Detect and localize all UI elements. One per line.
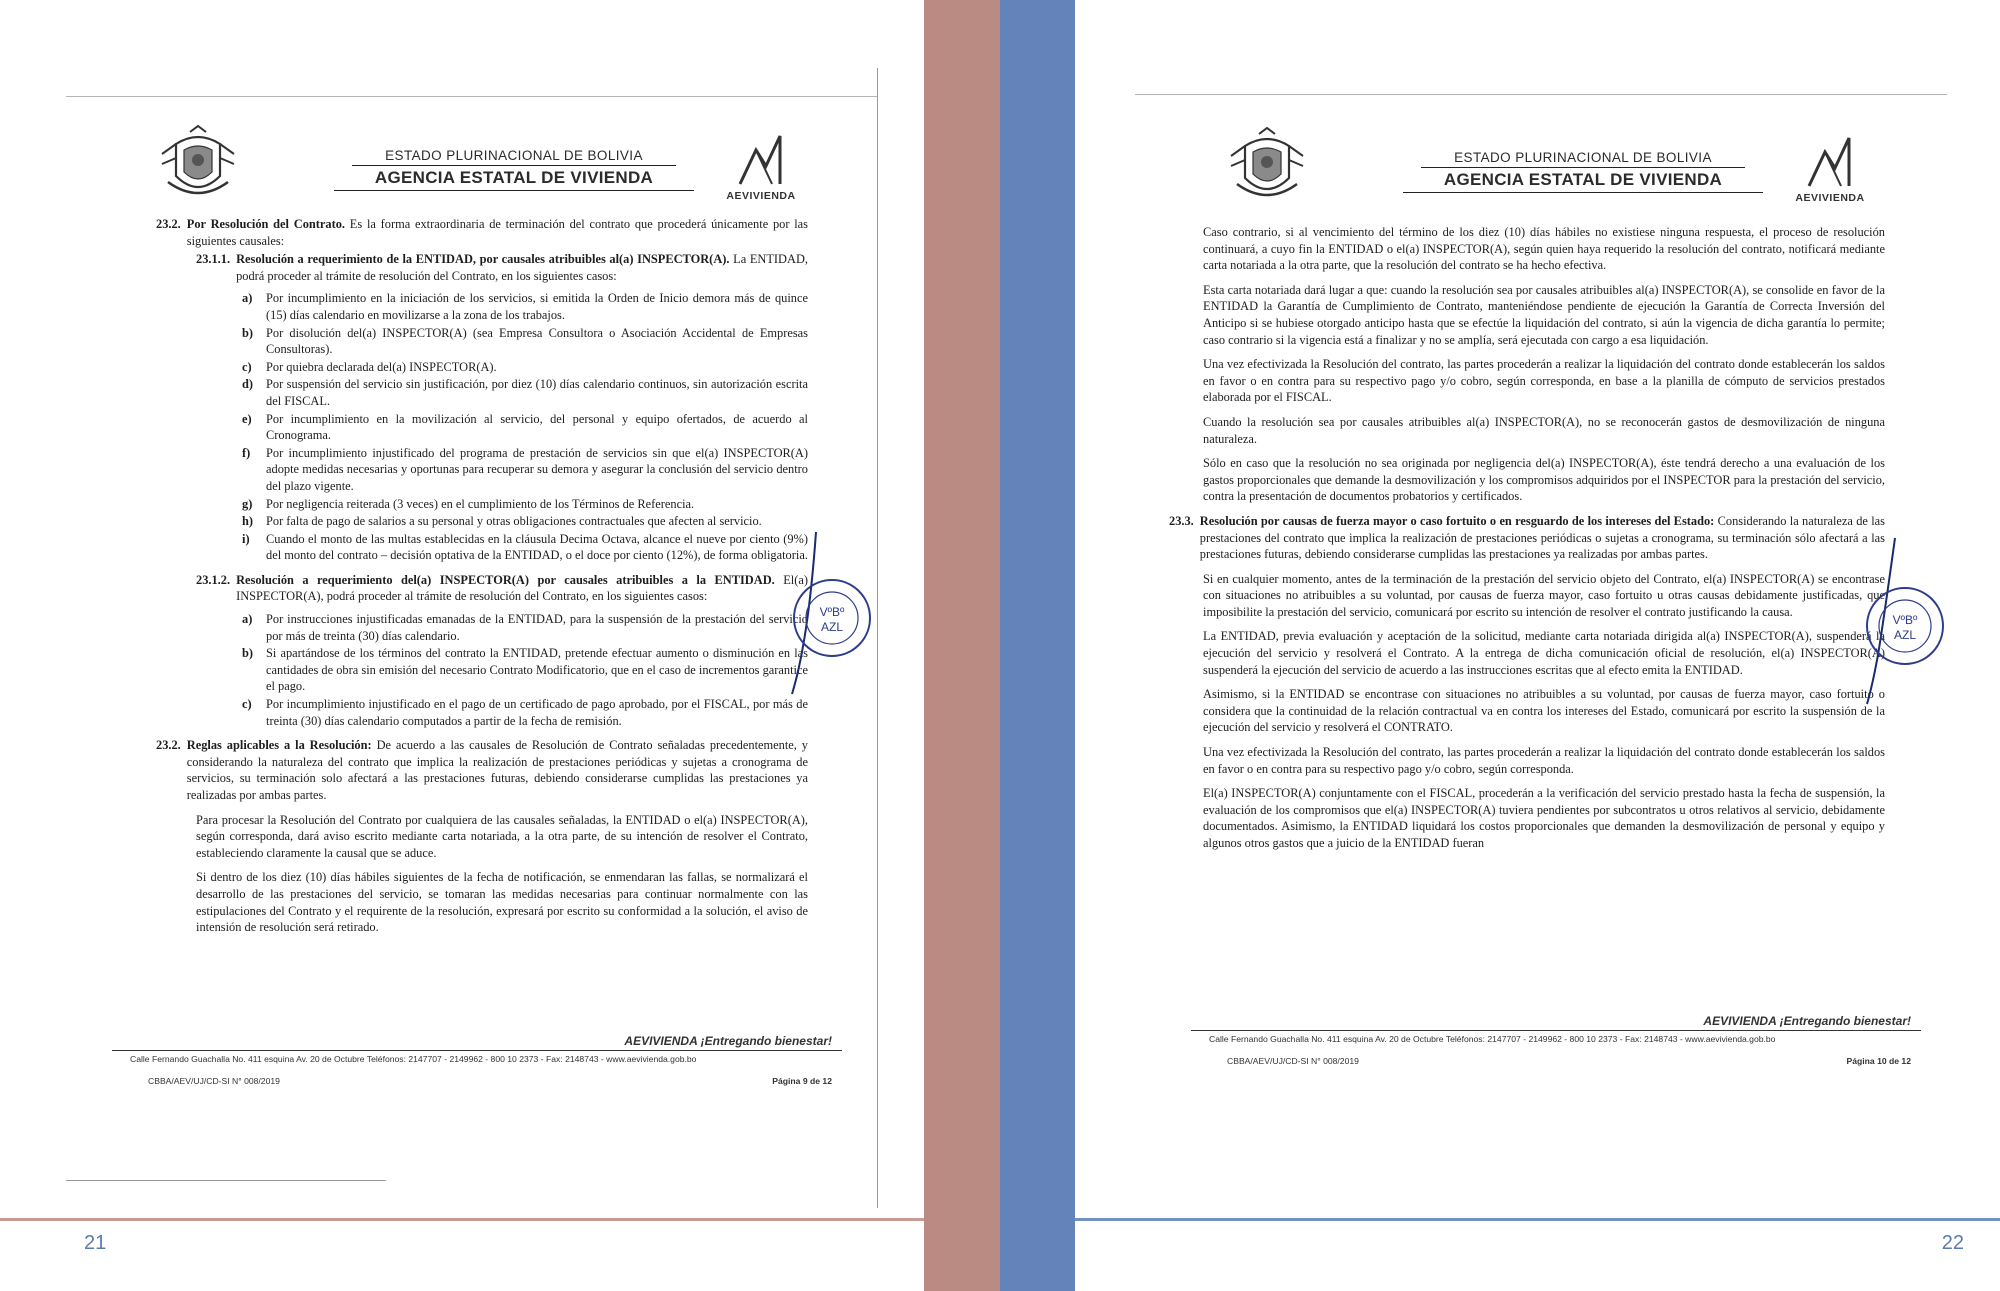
section-title: Por Resolución del Contrato.	[186, 217, 346, 231]
subsection-paragraph: La ENTIDAD, podrá proceder al trámite de resolución del Contrato, en los siguientes casos:	[236, 252, 808, 283]
list-text: Por negligencia reiterada (3 veces) en el cumplimiento de los Términos de Referencia.	[266, 496, 695, 511]
list-item	[242, 696, 808, 729]
section-title: Reglas aplicables a la Resolución:	[186, 738, 372, 753]
list-marker: e)	[242, 411, 252, 426]
seal-line-2: AZL	[1893, 628, 1917, 642]
document-footer	[1191, 1014, 1921, 1066]
section-paragraph: De acuerdo a las causales de Resolución de Contrato señaladas precedentemente, y considerando la naturaleza del contrato que implica la realización de prestaciones periódicas y sujetas a cronograma de servicios, su terminación solo afectará a las prestaciones futuras, debiendo considerarse cumplidas las prestaciones ya realizadas por ambas partes.	[186, 738, 808, 802]
list-item	[242, 496, 808, 513]
scan-edge	[877, 68, 878, 1208]
subsection-number: 23.1.2.	[196, 572, 231, 587]
section-heading	[1169, 513, 1885, 563]
list-item	[242, 531, 808, 564]
list-marker: b)	[242, 646, 254, 661]
approval-seal-icon	[790, 576, 874, 660]
list-item	[242, 290, 808, 323]
footer-address: Calle Fernando Guachalla No. 411 esquina Av. 20 de Octubre Teléfonos: 2147707 - 2149962 - 800 10 2373 - Fax: 2148743 - www.aevivienda.gob.bo	[130, 1054, 697, 1064]
footer-address: Calle Fernando Guachalla No. 411 esquina Av. 20 de Octubre Teléfonos: 2147707 - 2149962 - 800 10 2373 - Fax: 2148743 - www.aevivienda.gob.bo	[1209, 1034, 1776, 1044]
cases-list	[156, 290, 808, 564]
brand-name: AEVIVIENDA	[726, 190, 796, 202]
scan-edge	[66, 96, 878, 97]
aevivienda-logo-icon	[1805, 134, 1855, 192]
left-page	[0, 0, 924, 1291]
paragraph: El(a) INSPECTOR(A) conjuntamente con el FISCAL, procederán a la verificación del servicio prestado hasta la fecha de suspensión, la evaluación de los compromisos que el(a) INSPECTOR(A) tuviera pendientes por subcontratos u otros relativos al servicio, debidamente documentados. Asimismo, la ENTIDAD liquidará los costos proporcionales que demanden la desmovilización de personal y equipo y algunos otros gastos que a juicio de la ENTIDAD fueran	[1203, 786, 1885, 850]
section-heading	[156, 737, 808, 803]
section-number: 23.3.	[1169, 513, 1194, 528]
list-marker: a)	[242, 291, 253, 306]
scan-edge	[66, 1180, 386, 1181]
section-paragraph: Considerando la naturaleza de las prestaciones del contrato que implica la realización de prestaciones periódicas o sujetas a cronograma, su terminación sólo afectará a las prestaciones futuras, debiendo considerarse cumplidas las prestaciones ya realizadas por ambas partes.	[1199, 513, 1885, 562]
footer-slogan: AEVIVIENDA ¡Entregando bienestar!	[112, 1034, 842, 1051]
list-marker: h)	[242, 514, 254, 529]
section-text	[187, 737, 808, 803]
paragraph: Para procesar la Resolución del Contrato por cualquiera de las causales señaladas, la ENTIDAD o el(a) INSPECTOR(A), según corresponda, dará aviso escrito mediante carta notariada, a la otra parte, de su intención de resolver el Contrato, estableciendo claramente la causal que se aduce.	[196, 812, 808, 860]
list-marker: i)	[242, 531, 250, 546]
document-page-count: Página 9 de 12	[772, 1076, 832, 1086]
document-page-count: Página 10 de 12	[1846, 1056, 1911, 1066]
bolivia-coat-of-arms-icon	[156, 124, 240, 208]
list-marker: a)	[242, 612, 253, 627]
spine-band-rose	[924, 0, 1000, 1291]
list-marker: c)	[242, 359, 252, 374]
footer-rule	[1075, 1218, 2000, 1221]
paragraph: Esta carta notariada dará lugar a que: cuando la resolución sea por causales atribuibles al(a) INSPECTOR(A), se consolide en favor de la ENTIDAD la Garantía de Cumplimiento de Contrato, manteniéndose pendiente de ejecución la Garantía de Correcta Inversión del Anticipo si se hubiese otorgado anticipo hasta que se efectúe la liquidación del contrato, si aún la vigencia de dicha garantía lo permite; caso contrario si la vigencia está a finalizar y no se amplía, será ejecutada con cargo a esa liquidación.	[1203, 282, 1885, 347]
list-text: Cuando el monto de las multas establecidas en la cláusula Decima Octava, alcance el nueve por ciento (9%) del monto del contrato – decisión optativa de la ENTIDAD, o el doce por ciento (12%), de forma obligatoria.	[266, 531, 808, 563]
paragraph: Sólo en caso que la resolución no sea originada por negligencia del(a) INSPECTOR(A), éste tendrá derecho a una evaluación de los gastos proporcionales que demande la desmovilización y los compromisos adquiridos por el INSPECTOR para la prestación del servicio, contra la presentación de documentos probatorios y certificados.	[1203, 456, 1885, 504]
seal-line-2: AZL	[820, 620, 844, 634]
bolivia-coat-of-arms-icon	[1225, 126, 1309, 210]
list-item	[242, 513, 808, 530]
page-number: 22	[1941, 1232, 1964, 1254]
document-reference: CBBA/AEV/UJ/CD-SI N° 008/2019	[1227, 1056, 1359, 1066]
approval-seal-icon	[1863, 584, 1947, 668]
state-name: ESTADO PLURINACIONAL DE BOLIVIA	[1421, 150, 1745, 168]
list-text: Si apartándose de los términos del contrato la ENTIDAD, pretende efectuar aumento o disminución en las cantidades de obra sin emisión del necesario Contrato Modificatorio, que en el caso de incrementos garantice el pago.	[266, 646, 808, 694]
list-text: Por suspensión del servicio sin justificación, por diez (10) días calendario continuos, sin autorización escrita del FISCAL.	[266, 377, 808, 408]
list-text: Por incumplimiento en la iniciación de los servicios, si emitida la Orden de Inicio demora más de quince (15) días calendario en movilizarse a la zona de los trabajos.	[266, 291, 808, 322]
list-marker: f)	[242, 445, 251, 460]
paragraph: Cuando la resolución sea por causales atribuibles al(a) INSPECTOR(A), no se reconocerán gastos de desmovilización de ninguna naturaleza.	[1203, 414, 1885, 446]
paragraph: Una vez efectivizada la Resolución del contrato, las partes procederán a realizar la liquidación del contrato donde establecerán los saldos en favor o en contra para su respectivo pago y/o cobro, según corresponda, en base a la planilla de cómputo de servicios prestados elaborada por el FISCAL.	[1203, 357, 1885, 405]
section-number: 23.2.	[156, 738, 181, 753]
agency-title	[334, 148, 694, 191]
list-item	[242, 376, 808, 409]
section-heading	[156, 216, 808, 249]
subsection-heading	[156, 251, 808, 284]
paragraph: Una vez efectivizada la Resolución del contrato, las partes procederán a realizar la liquidación del contrato donde establecerán los saldos en favor o en contra para su respectivo pago y/o cobro, según corresponda.	[1203, 745, 1885, 776]
document-body	[1169, 224, 1885, 860]
aevivienda-brand	[1785, 134, 1875, 204]
list-item	[242, 611, 808, 644]
list-text: Por quiebra declarada del(a) INSPECTOR(A).	[266, 359, 497, 374]
subsection-title: Resolución a requerimiento de la ENTIDAD, por causales atribuibles al(a) INSPECTOR(A).	[236, 252, 730, 267]
paragraph: Si en cualquier momento, antes de la terminación de la prestación del servicio objeto del Contrato, el(a) INSPECTOR(A) se encontrase con situaciones no atribuibles a su voluntad, por causas de fuerza mayor, caso fortuito u otras causas debidamente justificadas, que imposibilite la prestación del servicio, comunicará por escrito su intención de resolver el contrato justificando la causa.	[1203, 571, 1885, 619]
seal-line-1: VºBº	[1892, 613, 1918, 627]
agency-name: AGENCIA ESTATAL DE VIVIENDA	[334, 166, 694, 191]
brand-name: AEVIVIENDA	[1795, 192, 1865, 204]
section-text	[1200, 513, 1885, 563]
subsection-paragraph: El(a) INSPECTOR(A), podrá proceder al trámite de resolución del Contrato, en los siguientes casos:	[236, 572, 808, 604]
list-marker: c)	[242, 697, 252, 712]
footer-meta	[112, 1064, 842, 1086]
list-text: Por incumplimiento injustificado del programa de prestación de servicios sin que el(a) INSPECTOR(A) adopte medidas necesarias y oportunas para recuperar su demora y asegurar la conclusión del servicio dentro del plazo vigente.	[266, 445, 808, 493]
footer-meta	[1191, 1044, 1921, 1066]
aevivienda-brand	[716, 132, 806, 202]
subsection-text	[236, 572, 808, 605]
list-text: Por incumplimiento en la movilización al servicio, del personal y equipo ofertados, de acuerdo al Cronograma.	[266, 411, 808, 443]
paragraph: Si dentro de los diez (10) días hábiles siguientes de la fecha de notificación, se enmendaran las fallas, se normalizará el desarrollo de las prestaciones del servicio, se tomaran las medidas necesarias para continuar normalmente con las estipulaciones del Contrato y el requirente de la resolución, expresará por escrito su conformidad a la solución, el aviso de intensión de resolución será retirado.	[196, 870, 808, 935]
list-marker: d)	[242, 377, 254, 392]
subsection-number: 23.1.1.	[196, 252, 231, 267]
list-marker: g)	[242, 496, 253, 511]
paragraph: Asimismo, si la ENTIDAD se encontrase con situaciones no atribuibles a su voluntad, por causas de fuerza mayor, caso fortuito o considera que la continuidad de la relación contractual va en contra los intereses del Estado, comunicará por escrito la suspensión de la ejecución del servicio y resolverá el CONTRATO.	[1203, 687, 1885, 735]
list-item	[242, 411, 808, 444]
state-name: ESTADO PLURINACIONAL DE BOLIVIA	[352, 148, 676, 166]
document-footer	[112, 1034, 842, 1086]
agency-name: AGENCIA ESTATAL DE VIVIENDA	[1403, 168, 1763, 193]
scan-edge	[1135, 94, 1947, 95]
list-text: Por instrucciones injustificadas emanadas de la ENTIDAD, para la suspensión de la prestación del servicio por más de treinta (30) días calendario.	[266, 612, 808, 643]
subsection-title: Resolución a requerimiento del(a) INSPECTOR(A) por causales atribuibles a la ENTIDAD.	[236, 572, 775, 587]
subsection-heading	[156, 572, 808, 605]
footer-slogan: AEVIVIENDA ¡Entregando bienestar!	[1191, 1014, 1921, 1031]
subsection-text	[236, 251, 808, 284]
list-text: Por incumplimiento injustificado en el pago de un certificado de pago aprobado, por el FISCAL, por más de treinta (30) días calendario computados a partir de la fecha de remisión.	[266, 697, 808, 728]
scanned-document-right	[1135, 86, 1947, 1126]
aevivienda-logo-icon	[736, 132, 786, 190]
list-text: Por disolución del(a) INSPECTOR(A) (sea Empresa Consultora o Asociación Accidental de Empresas Consultoras).	[266, 325, 808, 357]
cases-list	[156, 611, 808, 729]
scanned-document-left	[66, 68, 878, 1208]
section-text	[187, 216, 808, 249]
list-marker: b)	[242, 325, 254, 340]
paragraph: La ENTIDAD, previa evaluación y aceptación de la solicitud, mediante carta notariada dirigida al(a) INSPECTOR(A), suspenderá la ejecución del servicio y resolverá el Contrato. A la entrega de dicha comunicación oficial de resolución, el(a) INSPECTOR(A) suspenderá la ejecución del servicio de acuerdo a las instrucciones escritas que al efecto emita la ENTIDAD.	[1203, 629, 1885, 677]
paragraph: Caso contrario, si al vencimiento del término de los diez (10) días hábiles no existiese ninguna respuesta, el proceso de resolución continuará, a cuyo fin la ENTIDAD o el(a) INSPECTOR(A), según quien haya requerido la resolución del contrato, notificará mediante carta notariada a la otra parte, que la resolución del contrato se ha hecho efectiva.	[1203, 225, 1885, 273]
section-number: 23.2.	[156, 217, 181, 231]
page-number: 21	[84, 1232, 107, 1254]
footer-rule	[0, 1218, 924, 1221]
section-title: Resolución por causas de fuerza mayor o caso fortuito o en resguardo de los intereses del Estado:	[1199, 513, 1715, 528]
section-paragraph: Es la forma extraordinaria de terminación del contrato que procederá únicamente por las siguientes causales:	[186, 217, 808, 248]
agency-title	[1403, 150, 1763, 193]
right-page	[1075, 0, 2000, 1291]
list-text: Por falta de pago de salarios a su personal y otras obligaciones contractuales que afecten al servicio.	[266, 514, 762, 529]
seal-line-1: VºBº	[819, 605, 845, 619]
list-item	[242, 359, 808, 376]
letterhead	[1135, 126, 1947, 236]
list-item	[242, 445, 808, 495]
list-item	[242, 645, 808, 695]
spine-band-blue	[1000, 0, 1075, 1291]
document-body	[156, 216, 808, 944]
list-item	[242, 325, 808, 358]
document-reference: CBBA/AEV/UJ/CD-SI N° 008/2019	[148, 1076, 280, 1086]
